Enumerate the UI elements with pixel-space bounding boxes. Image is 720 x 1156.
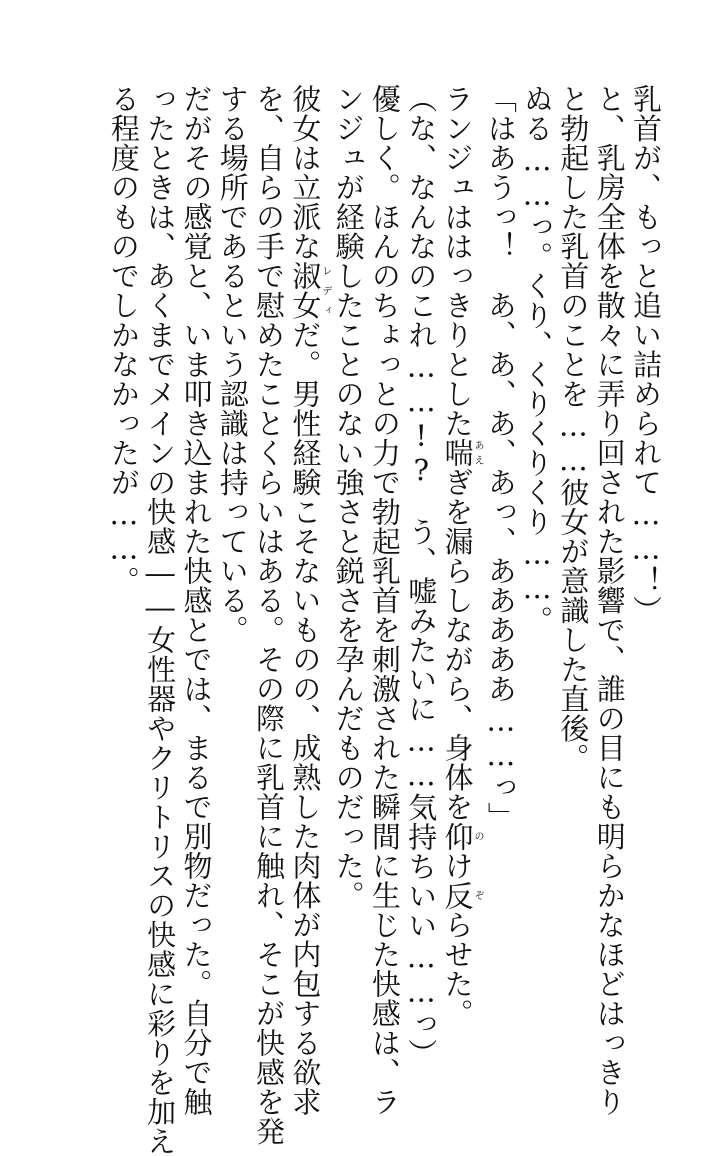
- text-line-12: する場所であるという認識は持っている。: [215, 84, 250, 645]
- text-line-8: 優しく。ほんのちょっとの力で勃起乳首を刺激された瞬間に生じた快感は、ラ: [367, 84, 402, 1117]
- text-line-2: と、乳房全体を散々に弄り回された影響で、誰の目にも明らかなほどはっきり: [592, 84, 627, 1117]
- ruby-reading: の: [472, 821, 484, 851]
- text-segment: だ。男性経験こそないものの、成熟した肉体が内包する欲求: [288, 320, 323, 1117]
- text-line-4: ぬる……っ。くり、くりくりくり……。: [520, 84, 555, 635]
- ruby-text: [440, 438, 484, 468]
- ruby-text: [440, 821, 484, 852]
- ruby-base: 仰: [440, 821, 475, 851]
- text-segment: らせた。: [440, 910, 475, 1028]
- text-line-6: [439, 84, 484, 1028]
- text-line-7: （な、なんなのこれ……!? う、嘘みたいに……気持ちいい……っ）: [404, 84, 439, 1068]
- ruby-base: 反: [440, 880, 475, 910]
- text-segment: ランジュははっきりとした: [440, 84, 475, 438]
- text-line-3: と勃起した乳首のことを……彼女が意識した直後。: [556, 84, 591, 773]
- ruby-reading: レディ: [319, 261, 331, 320]
- ruby-text: [288, 261, 331, 320]
- ruby-base: 喘: [440, 438, 475, 468]
- text-line-1: 乳首が、もっと追い詰められて……！）: [629, 84, 663, 625]
- text-segment: け: [440, 851, 475, 881]
- ruby-reading: あえ: [472, 438, 484, 468]
- text-line-14: ったときは、あくまでメインの快感――女性器やクリトリスの快感に彩りを加え: [143, 84, 178, 1156]
- text-line-10: [287, 84, 331, 1117]
- text-line-5: 「はあうっ！ あ、あ、あ、あっ、あああああ……っ」: [483, 84, 518, 832]
- ruby-text: [440, 880, 484, 911]
- text-segment: 彼女は立派な: [288, 84, 323, 261]
- text-line-9: ンジュが経験したことのない強さと鋭さを孕んだものだった。: [331, 84, 366, 910]
- text-line-13: だがその感覚と、いま叩き込まれた快感とでは、まるで別物だった。自分で触: [179, 84, 214, 1117]
- text-segment: ぎを漏らしながら、身体を: [440, 467, 475, 822]
- text-line-11: を、自らの手で慰めたことくらいはある。その際に乳首に触れ、そこが快感を発: [252, 84, 287, 1146]
- ruby-reading: ぞ: [472, 880, 484, 910]
- text-line-15: る程度のものでしかなかったが……。: [106, 84, 141, 596]
- ruby-base: 淑女: [288, 261, 323, 320]
- vertical-text-block: [106, 84, 664, 1156]
